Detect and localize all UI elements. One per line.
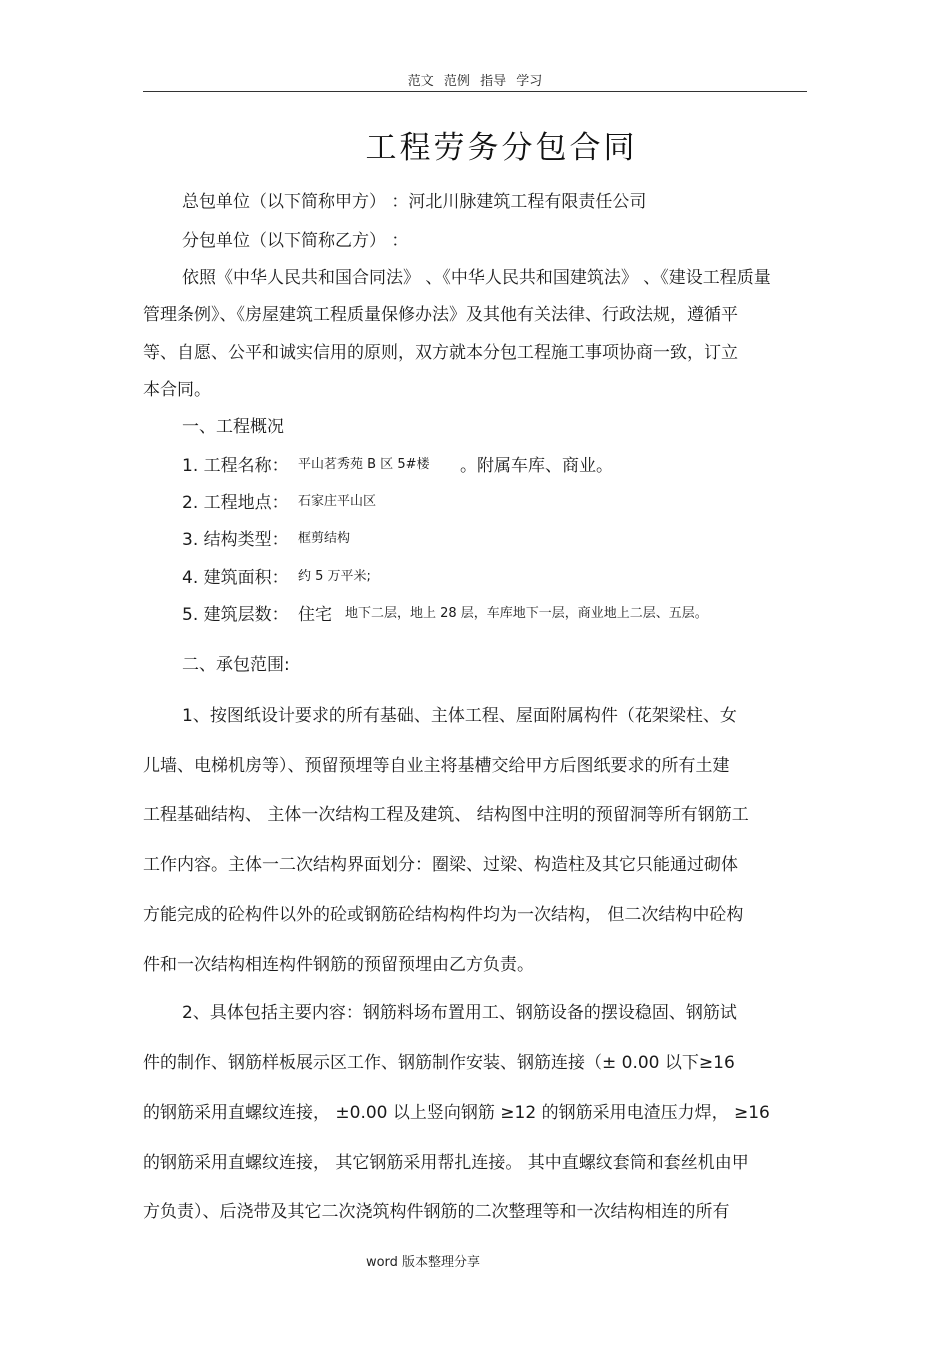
scope-paragraph-line: 的钢筋采用直螺纹连接， 其它钢筋采用帮扎连接。 其中直螺纹套筒和套丝机由甲 bbox=[143, 1153, 749, 1173]
intro-line: 等、自愿、公平和诚实信用的原则，双方就本分包工程施工事项协商一致，订立 bbox=[143, 343, 738, 363]
scope-paragraph-line: 方负责）、后浇带及其它二次浇筑构件钢筋的二次整理等和一次结构相连的所有 bbox=[143, 1202, 730, 1222]
scope-paragraph-line: 方能完成的砼构件以外的砼或钢筋砼结构构件均为一次结构， 但二次结构中砼构 bbox=[143, 905, 744, 925]
document-title: 工程劳务分包合同 bbox=[365, 130, 638, 166]
building-floors-value-main: 住宅 bbox=[298, 605, 332, 625]
scope-paragraph-line: 的钢筋采用直螺纹连接， ±0.00 以上竖向钢筋 ≥12 的钢筋采用电渣压力焊， ≥16 bbox=[143, 1103, 770, 1123]
intro-line: 依照《中华人民共和国合同法》 、《中华人民共和国建筑法》 、《建设工程质量 bbox=[182, 268, 771, 288]
project-location-label: 2. 工程地点： bbox=[182, 493, 289, 513]
scope-paragraph-line: 件的制作、钢筋样板展示区工作、钢筋制作安装、钢筋连接（± 0.00 以下≥16 bbox=[143, 1053, 735, 1073]
scope-paragraph-line: 儿墙、电梯机房等）、预留预埋等自业主将基槽交给甲方后图纸要求的所有土建 bbox=[143, 756, 730, 776]
header-rule bbox=[143, 91, 807, 92]
page-header bbox=[0, 70, 950, 89]
section-heading: 一、工程概况 bbox=[182, 417, 284, 437]
structure-type-value: 框剪结构 bbox=[298, 531, 351, 546]
building-area-label: 4. 建筑面积： bbox=[182, 568, 289, 588]
project-name-value: 平山茗秀苑 B 区 5#楼 bbox=[298, 457, 430, 472]
header-item: 指导 bbox=[480, 74, 507, 89]
building-floors-label: 5. 建筑层数： bbox=[182, 605, 289, 625]
header-item: 范例 bbox=[443, 74, 470, 89]
building-floors-value: 地下二层，地上 28 层，车库地下一层，商业地上二层、五层。 bbox=[345, 606, 708, 621]
scope-paragraph-line: 2、具体包括主要内容：钢筋料场布置用工、钢筋设备的摆设稳固、钢筋试 bbox=[182, 1003, 737, 1023]
intro-line: 管理条例》、《房屋建筑工程质量保修办法》及其他有关法律、行政法规，遵循平 bbox=[143, 305, 738, 325]
section-heading: 二、承包范围: bbox=[182, 655, 290, 675]
party-b-line: 分包单位（以下简称乙方） ： bbox=[182, 231, 409, 251]
scope-paragraph-line: 1、按图纸设计要求的所有基础、主体工程、屋面附属构件（花架梁柱、女 bbox=[182, 706, 737, 726]
intro-line: 本合同。 bbox=[143, 380, 211, 400]
header-item: 学习 bbox=[516, 74, 543, 89]
project-name-suffix: 。附属车库、商业。 bbox=[460, 456, 613, 476]
party-a-line: 总包单位（以下简称甲方） ：河北川脉建筑工程有限责任公司 bbox=[182, 192, 647, 212]
building-area-value: 约 5 万平米; bbox=[298, 569, 371, 584]
scope-paragraph-line: 件和一次结构相连构件钢筋的预留预埋由乙方负责。 bbox=[143, 955, 534, 975]
scope-paragraph-line: 工作内容。主体一二次结构界面划分：圈梁、过梁、构造柱及其它只能通过砌体 bbox=[143, 855, 738, 875]
scope-paragraph-line: 工程基础结构、 主体一次结构工程及建筑、 结构图中注明的预留洞等所有钢筋工 bbox=[143, 805, 749, 825]
header-item: 范文 bbox=[407, 74, 434, 89]
structure-type-label: 3. 结构类型： bbox=[182, 530, 289, 550]
project-name-label: 1. 工程名称： bbox=[182, 456, 289, 476]
page-footer: word 版本整理分享 bbox=[365, 1255, 481, 1270]
project-location-value: 石家庄平山区 bbox=[298, 494, 377, 509]
